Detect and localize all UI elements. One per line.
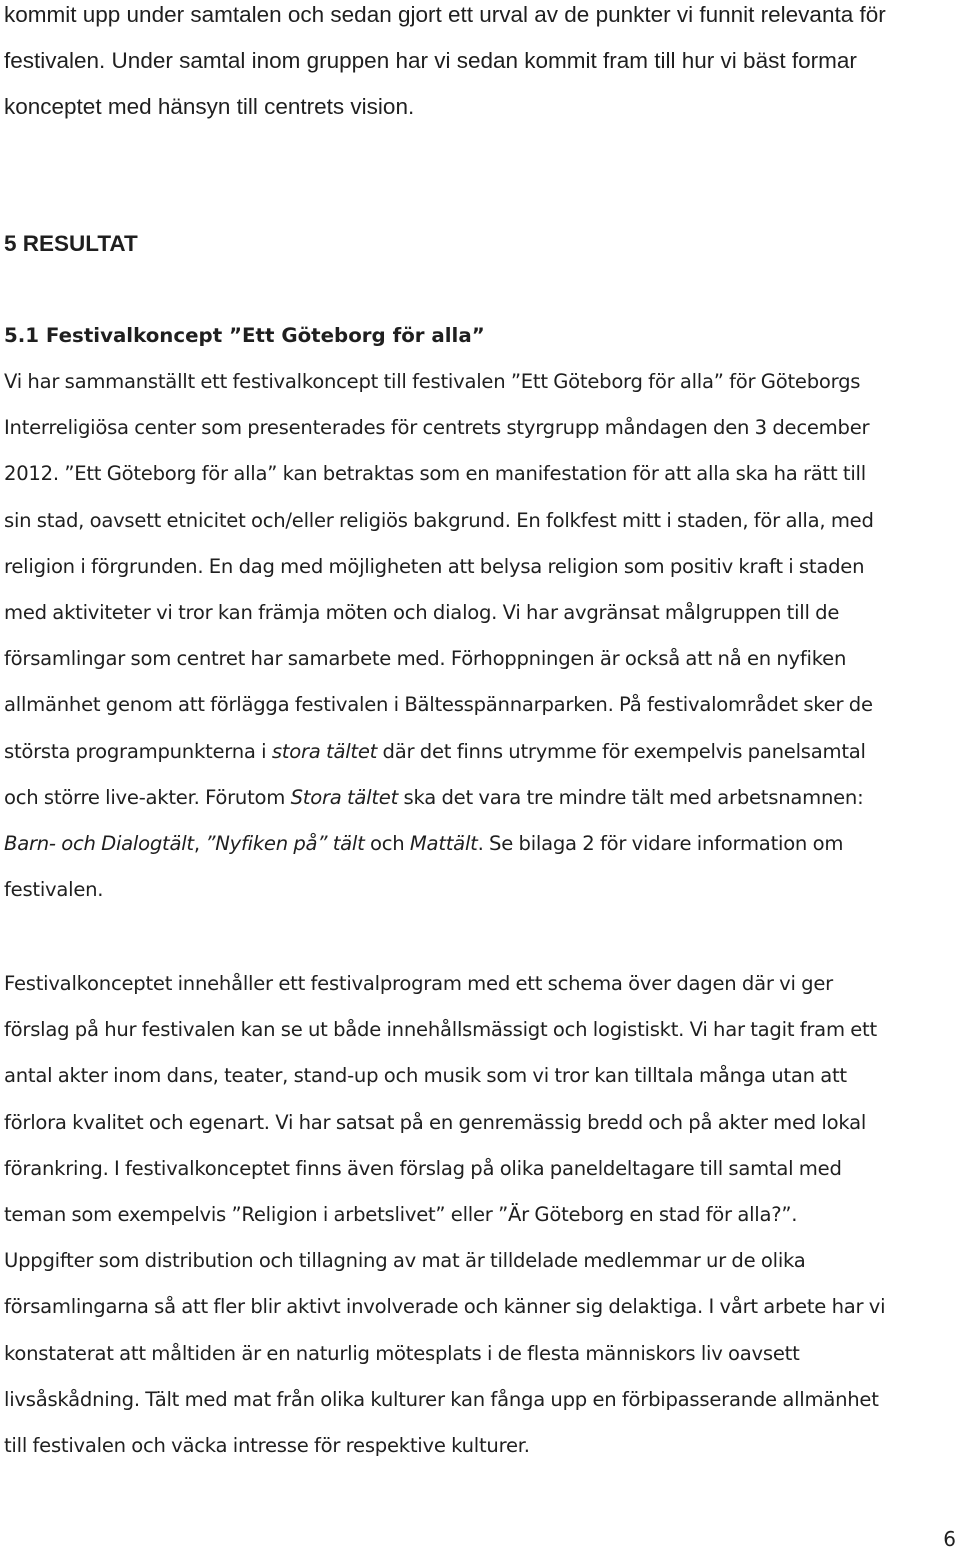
text-run: ,	[193, 832, 206, 856]
text-line: församlingarna så att fler blir aktivt involverade och känner sig delaktiga. I vårt arbete har vi	[4, 1295, 886, 1319]
body-paragraph-2	[4, 961, 959, 1469]
text-line: förslag på hur festivalen kan se ut både innehållsmässigt och logistiskt. Vi har tagit fram ett	[4, 1018, 877, 1042]
text-run: och	[364, 832, 410, 856]
subsection-heading: 5.1 Festivalkoncept ”Ett Göteborg för alla”	[4, 324, 485, 347]
text-line	[4, 821, 959, 867]
body-paragraph-1	[4, 359, 959, 913]
text-line: 2012. ”Ett Göteborg för alla” kan betraktas som en manifestation för att alla ska ha rätt till	[4, 462, 866, 486]
text-line: förankring. I festivalkonceptet finns även förslag på olika paneldeltagare till samtal med	[4, 1156, 842, 1180]
text-line: Uppgifter som distribution och tillagning av mat är tilldelade medlemmar ur de olika	[4, 1249, 806, 1273]
text-run: och större live-akter. Förutom	[4, 785, 291, 809]
text-line: Interreligiösa center som presenterades för centrets styrgrupp måndagen den 3 december	[4, 416, 870, 440]
intro-paragraph	[4, 0, 954, 130]
text-run: där det finns utrymme för exempelvis panelsamtal	[377, 739, 866, 763]
page-number: 6	[943, 1527, 956, 1551]
text-line: förlora kvalitet och egenart. Vi har satsat på en genremässig bredd och på akter med lokal	[4, 1110, 867, 1134]
text-line: konstaterat att måltiden är en naturlig mötesplats i de flesta människors liv oavsett	[4, 1341, 800, 1365]
text-line: allmänhet genom att förlägga festivalen i Bältesspännarparken. På festivalområdet sker de	[4, 693, 873, 717]
text-line	[4, 729, 959, 775]
italic-term: Stora tältet	[290, 785, 399, 809]
text-line: livsåskådning. Tält med mat från olika kulturer kan fånga upp en förbipasserande allmänhet	[4, 1387, 879, 1411]
italic-term: stora tältet	[271, 739, 378, 763]
italic-term: ”Nyfiken på” tält	[205, 832, 365, 856]
text-line: festivalen.	[4, 878, 104, 902]
text-line	[4, 775, 959, 821]
text-run: ska det vara tre mindre tält med arbetsnamnen:	[398, 785, 864, 809]
section-heading: 5 RESULTAT	[4, 231, 138, 256]
text-run: . Se bilaga 2 för vidare information om	[477, 832, 844, 856]
text-line: till festivalen och väcka intresse för respektive kulturer.	[4, 1434, 530, 1458]
text-line: Vi har sammanställt ett festivalkoncept till festivalen ”Ett Göteborg för alla” för Göteborgs	[4, 370, 861, 393]
text-line: Festivalkonceptet innehåller ett festivalprogram med ett schema över dagen där vi ger	[4, 972, 833, 995]
text-line: festivalen. Under samtal inom gruppen har vi sedan kommit fram till hur vi bäst formar	[4, 48, 857, 73]
text-line: antal akter inom dans, teater, stand-up och musik som vi tror kan tilltala många utan att	[4, 1064, 847, 1088]
italic-term: Mattält	[409, 832, 478, 856]
text-line: sin stad, oavsett etnicitet och/eller religiös bakgrund. En folkfest mitt i staden, för alla, med	[4, 508, 874, 532]
text-line: konceptet med hänsyn till centrets vision.	[4, 94, 415, 119]
text-line: församlingar som centret har samarbete med. Förhoppningen är också att nå en nyfiken	[4, 647, 847, 671]
italic-term: Barn- och Dialogtält	[4, 832, 194, 856]
text-line: kommit upp under samtalen och sedan gjort ett urval av de punkter vi funnit relevanta för	[4, 2, 886, 27]
text-run: största programpunkterna i	[4, 739, 272, 763]
text-line: religion i förgrunden. En dag med möjligheten att belysa religion som positiv kraft i staden	[4, 554, 865, 578]
text-line: teman som exempelvis ”Religion i arbetslivet” eller ”Är Göteborg en stad för alla?”.	[4, 1203, 798, 1227]
text-line: med aktiviteter vi tror kan främja möten och dialog. Vi har avgränsat målgruppen till de	[4, 601, 840, 625]
